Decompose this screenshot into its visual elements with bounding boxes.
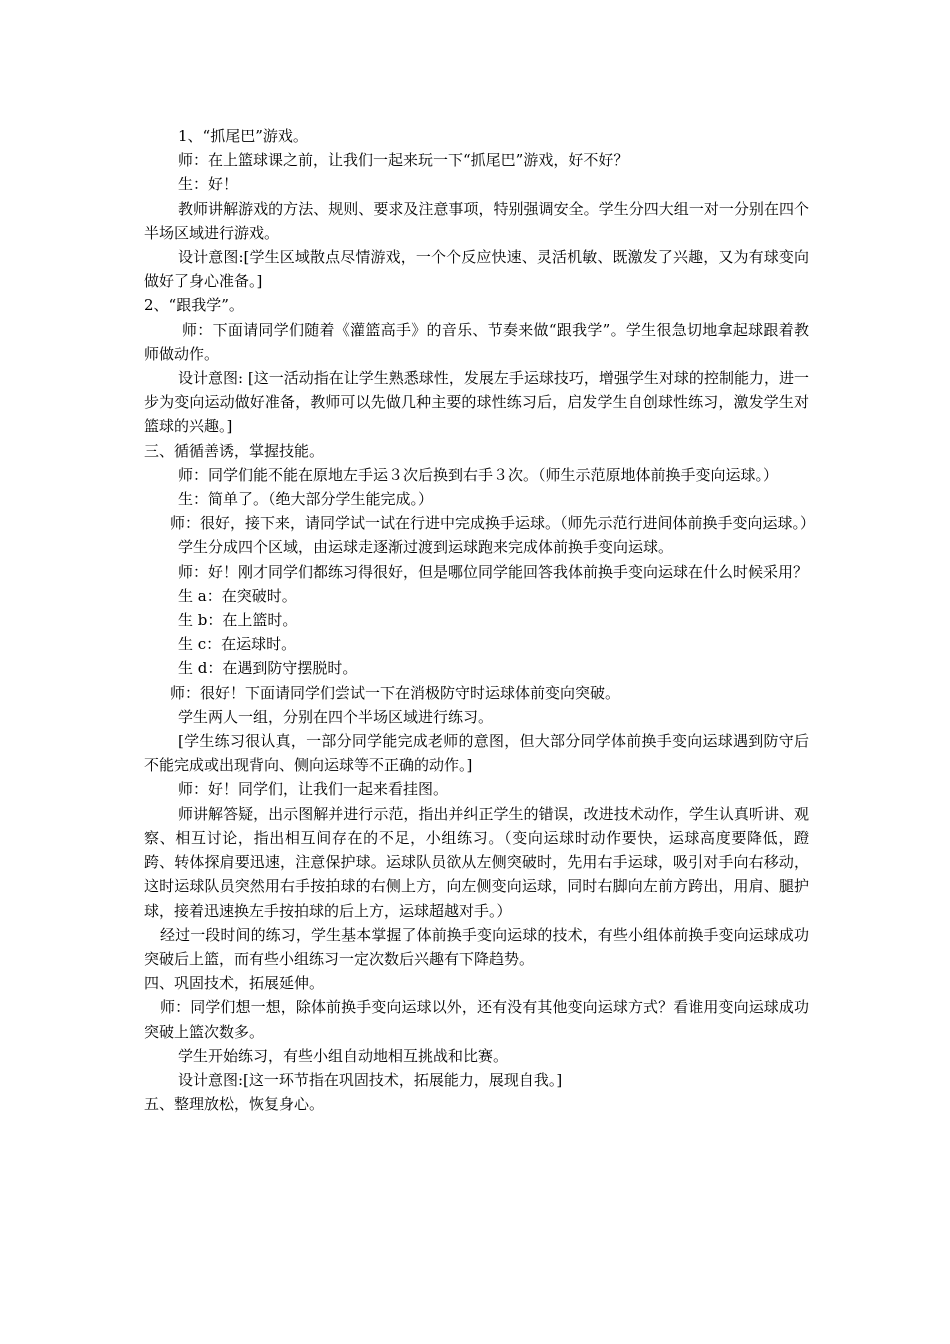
paragraph: 学生开始练习，有些小组自动地相互挑战和比赛。 [178, 1046, 509, 1065]
paragraph: 师：在上篮球课之前，让我们一起来玩一下“抓尾巴”游戏，好不好？ [178, 151, 629, 170]
answer-line: 生 d：在遇到防守摆脱时。 [178, 659, 358, 678]
answer-line: 生 c：在运球时。 [178, 635, 297, 654]
paragraph: 生：简单了。（绝大部分学生能完成。） [178, 490, 434, 509]
heading-section-five: 五、整理放松，恢复身心。 [144, 1095, 325, 1114]
paragraph: 师讲解答疑，出示图解并进行示范，指出并纠正学生的错误，改进技术动作，学生认真听讲、观察、相互讨论，指出相互间存在的不足，小组练习。（变向运球时动作要快，运球高度要降低，蹬跨、转体探肩要迅速，注意保护球。运球队员欲从左侧突破时，先用右手运球，吸引对手向右移动，这时运球队员突然用右手按拍球的右侧上方，向左侧变向运球，同时右脚向左前方跨出，用肩、腿护球，接着迅速换左手按拍球的后上方，运球超越对手。） [144, 804, 809, 920]
paragraph: 师：同学们想一想，除体前换手变向运球以外，还有没有其他变向运球方式？看谁用变向运球成功突破上篮次数多。 [144, 998, 809, 1041]
document-body [144, 124, 816, 1116]
paragraph: 师：好！刚才同学们都练习得很好，但是哪位同学能回答我体前换手变向运球在什么时候采用？ [178, 562, 809, 581]
heading-section-three: 三、循循善诱，掌握技能。 [144, 441, 325, 460]
paragraph: 学生分成四个区域，由运球走逐渐过渡到运球跑来完成体前换手变向运球。 [178, 538, 674, 557]
paragraph: 教师讲解游戏的方法、规则、要求及注意事项，特别强调安全。学生分四大组一对一分别在四个半场区域进行游戏。 [144, 199, 809, 242]
answer-line: 生 b：在上篮时。 [178, 611, 298, 630]
paragraph: 设计意图:[学生区域散点尽情游戏，一个个反应快速、灵活机敏、既激发了兴趣，又为有球变向做好了身心准备。] [144, 248, 809, 291]
paragraph: 师：好！同学们，让我们一起来看挂图。 [178, 780, 449, 799]
answer-line: 生 a：在突破时。 [178, 586, 297, 605]
heading-section-four: 四、巩固技术，拓展延伸。 [144, 974, 325, 993]
paragraph: 经过一段时间的练习，学生基本掌握了体前换手变向运球的技术，有些小组体前换手变向运球成功突破后上篮，而有些小组练习一定次数后兴趣有下降趋势。 [144, 925, 809, 968]
paragraph: 学生两人一组，分别在四个半场区域进行练习。 [178, 707, 494, 726]
paragraph: 师：很好，接下来，请同学试一试在行进中完成换手运球。（师先示范行进间体前换手变向运球。） [170, 514, 816, 533]
paragraph: 生：好！ [178, 175, 239, 194]
paragraph: 师：同学们能不能在原地左手运３次后换到右手３次。（师生示范原地体前换手变向运球。） [178, 465, 779, 484]
paragraph: 师：下面请同学们随着《灌篮高手》的音乐、节奏来做“跟我学”。学生很急切地拿起球跟着教师做动作。 [144, 320, 809, 363]
heading-grab-tail-game: 1、“抓尾巴”游戏。 [178, 127, 308, 145]
heading-follow-me: 2、“跟我学”。 [144, 296, 244, 315]
paragraph: 设计意图:[这一环节指在巩固技术，拓展能力，展现自我。] [178, 1070, 563, 1089]
paragraph: 设计意图: [这一活动指在让学生熟悉球性，发展左手运球技巧，增强学生对球的控制能力，进一步为变向运动做好准备，教师可以先做几种主要的球性练习后，启发学生自创球性练习，激发学生对篮球的兴趣。] [144, 369, 809, 436]
paragraph: 师：很好！下面请同学们尝试一下在消极防守时运球体前变向突破。 [170, 683, 621, 702]
paragraph: [学生练习很认真，一部分同学能完成老师的意图，但大部分同学体前换手变向运球遇到防守后不能完成或出现背向、侧向运球等不正确的动作。] [144, 732, 809, 775]
